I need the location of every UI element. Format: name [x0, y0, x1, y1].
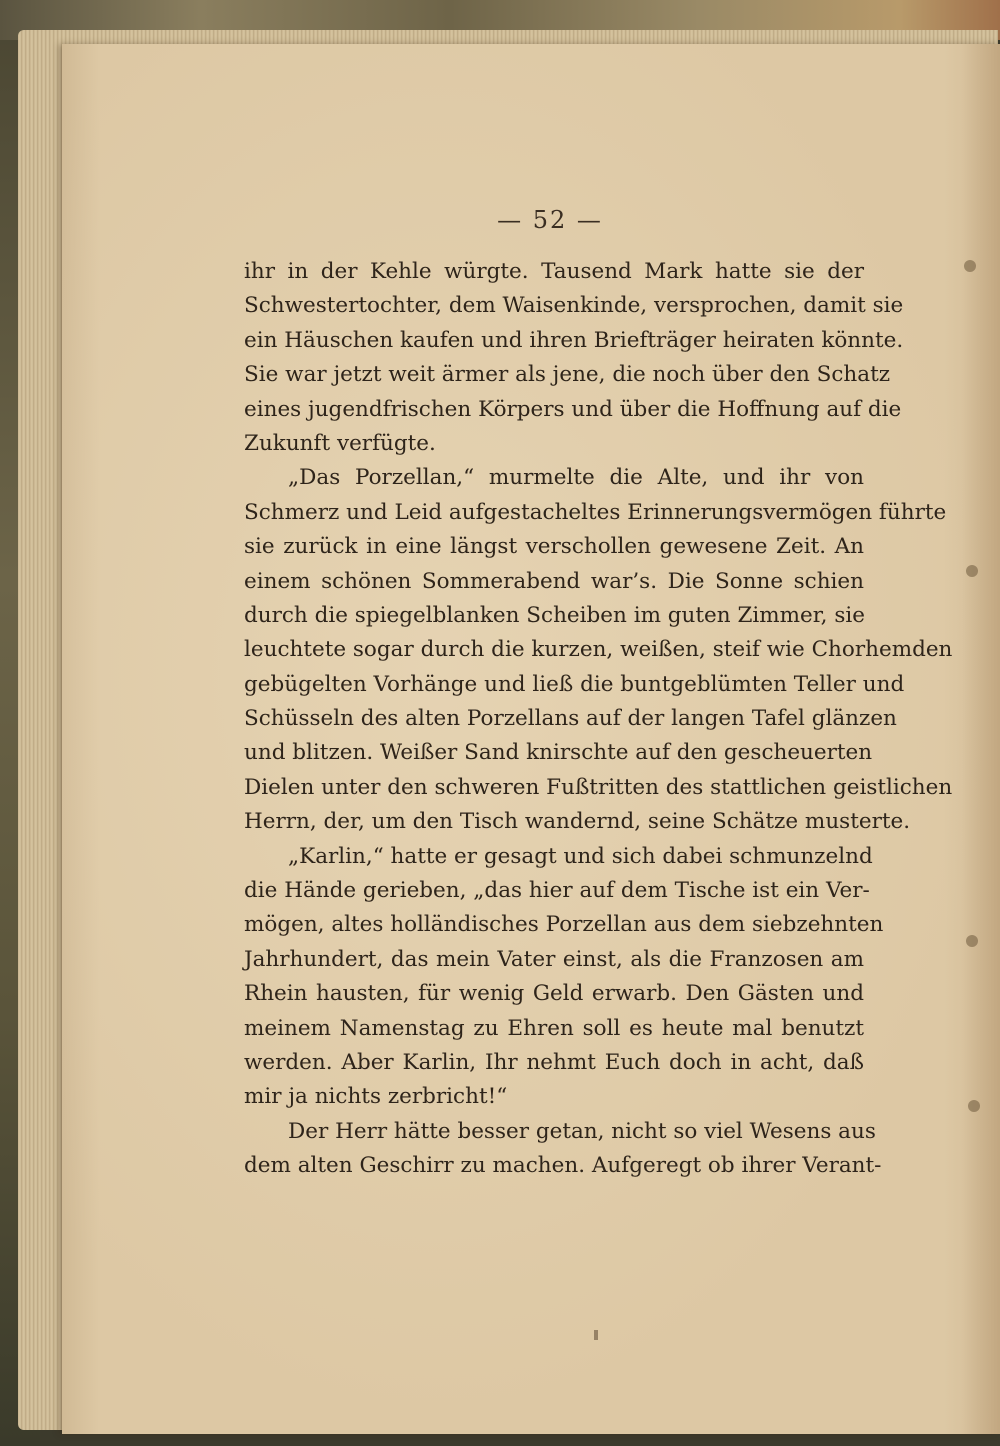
text-line: ein Häuschen kaufen und ihren Briefträger heiraten könnte.: [244, 327, 904, 353]
text-line: mögen, altes holländisches Porzellan aus dem siebzehnten: [244, 912, 884, 938]
text-line: mir ja nichts zerbricht!“: [244, 1084, 508, 1110]
text-line: „Das Porzellan,“ murmelte die Alte, und ihr von: [288, 465, 864, 491]
margin-spot: [968, 1100, 980, 1112]
text-line: Der Herr hätte besser getan, nicht so viel Wesens aus: [288, 1118, 876, 1144]
text-line: „Karlin,“ hatte er gesagt und sich dabei schmunzelnd: [288, 843, 873, 869]
text-line: gebügelten Vorhänge und ließ die buntgeblümten Teller und: [244, 671, 905, 697]
page-right-edge: [962, 44, 1000, 1434]
text-line: dem alten Geschirr zu machen. Aufgeregt ob ihrer Verant-: [244, 1153, 882, 1179]
text-line: Herrn, der, um den Tisch wandernd, seine Schätze musterte.: [244, 809, 911, 835]
text-line: und blitzen. Weißer Sand knirschte auf den gescheuerten: [244, 740, 873, 766]
text-line: einem schönen Sommerabend war’s. Die Sonne schien: [244, 568, 864, 594]
text-line: werden. Aber Karlin, Ihr nehmt Euch doch in acht, daß: [244, 1049, 864, 1075]
margin-spot: [966, 565, 978, 577]
body-text: [244, 255, 953, 1184]
ink-speck: [594, 1330, 598, 1340]
text-line: die Hände gerieben, „das hier auf dem Tische ist ein Ver-: [244, 878, 870, 904]
text-line: Jahrhundert, das mein Vater einst, als die Franzosen am: [244, 946, 864, 972]
text-line: eines jugendfrischen Körpers und über die Hoffnung auf die: [244, 396, 902, 422]
text-line: Rhein hausten, für wenig Geld erwarb. Den Gästen und: [244, 981, 864, 1007]
text-line: Schwestertochter, dem Waisenkinde, versprochen, damit sie: [244, 293, 904, 319]
margin-spot: [966, 935, 978, 947]
text-line: Zukunft verfügte.: [244, 430, 436, 456]
text-line: Schmerz und Leid aufgestacheltes Erinnerungsvermögen führte: [244, 499, 947, 525]
text-line: leuchtete sogar durch die kurzen, weißen, steif wie Chorhemden: [244, 637, 953, 663]
text-line: sie zurück in eine längst verschollen gewesene Zeit. An: [244, 534, 864, 560]
text-line: Schüsseln des alten Porzellans auf der langen Tafel glänzen: [244, 706, 897, 732]
text-line: Sie war jetzt weit ärmer als jene, die noch über den Schatz: [244, 362, 891, 388]
text-line: Dielen unter den schweren Fußtritten des stattlichen geistlichen: [244, 774, 953, 800]
text-line: meinem Namenstag zu Ehren soll es heute mal benutzt: [244, 1015, 864, 1041]
margin-spot: [964, 260, 976, 272]
text-line: durch die spiegelblanken Scheiben im guten Zimmer, sie: [244, 602, 865, 628]
text-line: ihr in der Kehle würgte. Tausend Mark hatte sie der: [244, 259, 864, 284]
page-number: — 52 —: [497, 206, 603, 234]
